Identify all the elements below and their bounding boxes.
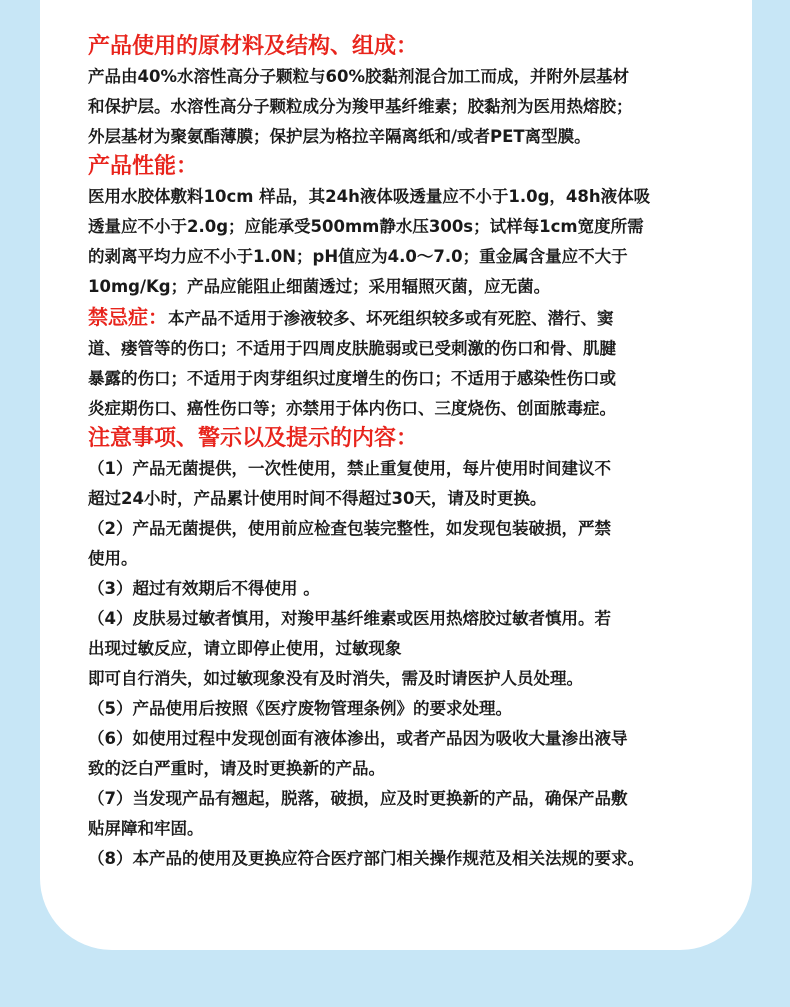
contraindications-line-2: 道、瘘管等的伤口；不适用于四周皮肤脆弱或已受刺激的伤口和骨、肌腱 <box>88 339 616 358</box>
contraindications-line-1: 本产品不适用于渗液较多、坏死组织较多或有死腔、潜行、窦 <box>168 309 614 328</box>
note-1-line-1: （1）产品无菌提供，一次性使用，禁止重复使用，每片使用时间建议不 <box>88 459 611 478</box>
note-4-line-2: 出现过敏反应，请立即停止使用，过敏现象 <box>88 639 402 658</box>
note-3-line-1: （3）超过有效期后不得使用 。 <box>88 579 320 598</box>
note-4-line-3: 即可自行消失，如过敏现象没有及时消失，需及时请医护人员处理。 <box>88 669 583 688</box>
note-6-line-2: 致的泛白严重时，请及时更换新的产品。 <box>88 759 385 778</box>
contraindications-line-4: 炎症期伤口、癌性伤口等；亦禁用于体内伤口、三度烧伤、创面脓毒症。 <box>88 399 616 418</box>
note-2-line-1: （2）产品无菌提供，使用前应检查包装完整性，如发现包装破损，严禁 <box>88 519 611 538</box>
materials-line-2: 和保护层。水溶性高分子颗粒成分为羧甲基纤维素；胶黏剂为医用热熔胶； <box>88 97 633 116</box>
performance-heading: 产品性能： <box>88 154 199 179</box>
note-5-line-1: （5）产品使用后按照《医疗废物管理条例》的要求处理。 <box>88 699 512 718</box>
note-item-8 <box>88 844 748 874</box>
note-item-7 <box>88 784 748 844</box>
note-item-6 <box>88 724 748 784</box>
materials-line-3: 外层基材为聚氨酯薄膜；保护层为格拉辛隔离纸和/或者PET离型膜。 <box>88 127 591 146</box>
contraindications-section <box>88 302 748 424</box>
contraindications-first-line <box>88 302 748 334</box>
materials-heading: 产品使用的原材料及结构、组成： <box>88 34 419 59</box>
note-item-4 <box>88 604 748 694</box>
document-body <box>88 32 748 874</box>
contraindications-heading: 禁忌症： <box>88 305 168 329</box>
materials-line-1: 产品由40%水溶性高分子颗粒与60%胶黏剂混合加工而成，并附外层基材 <box>88 67 629 86</box>
performance-line-4: 10mg/Kg；产品应能阻止细菌透过；采用辐照灭菌，应无菌。 <box>88 277 551 296</box>
note-item-3 <box>88 574 748 604</box>
performance-section <box>88 152 748 302</box>
performance-line-3: 的剥离平均力应不小于1.0N；pH值应为4.0～7.0；重金属含量应不大于 <box>88 247 628 266</box>
note-item-5 <box>88 694 748 724</box>
note-2-line-2: 使用。 <box>88 549 138 568</box>
note-6-line-1: （6）如使用过程中发现创面有液体渗出，或者产品因为吸收大量渗出液导 <box>88 729 628 748</box>
materials-section <box>88 32 748 152</box>
notes-heading: 注意事项、警示以及提示的内容： <box>88 426 419 451</box>
performance-line-1: 医用水胶体敷料10cm 样品，其24h液体吸透量应不小于1.0g，48h液体吸 <box>88 187 651 206</box>
performance-line-2: 透量应不小于2.0g；应能承受500mm静水压300s；试样每1cm宽度所需 <box>88 217 644 236</box>
note-item-2 <box>88 514 748 574</box>
note-4-line-1: （4）皮肤易过敏者慎用，对羧甲基纤维素或医用热熔胶过敏者慎用。若 <box>88 609 611 628</box>
note-item-1 <box>88 454 748 514</box>
contraindications-line-3: 暴露的伤口；不适用于肉芽组织过度增生的伤口；不适用于感染性伤口或 <box>88 369 616 388</box>
notes-section <box>88 424 748 874</box>
note-7-line-1: （7）当发现产品有翘起，脱落，破损，应及时更换新的产品，确保产品敷 <box>88 789 628 808</box>
note-7-line-2: 贴屏障和牢固。 <box>88 819 204 838</box>
note-8-line-1: （8）本产品的使用及更换应符合医疗部门相关操作规范及相关法规的要求。 <box>88 849 644 868</box>
note-1-line-2: 超过24小时，产品累计使用时间不得超过30天，请及时更换。 <box>88 489 547 508</box>
